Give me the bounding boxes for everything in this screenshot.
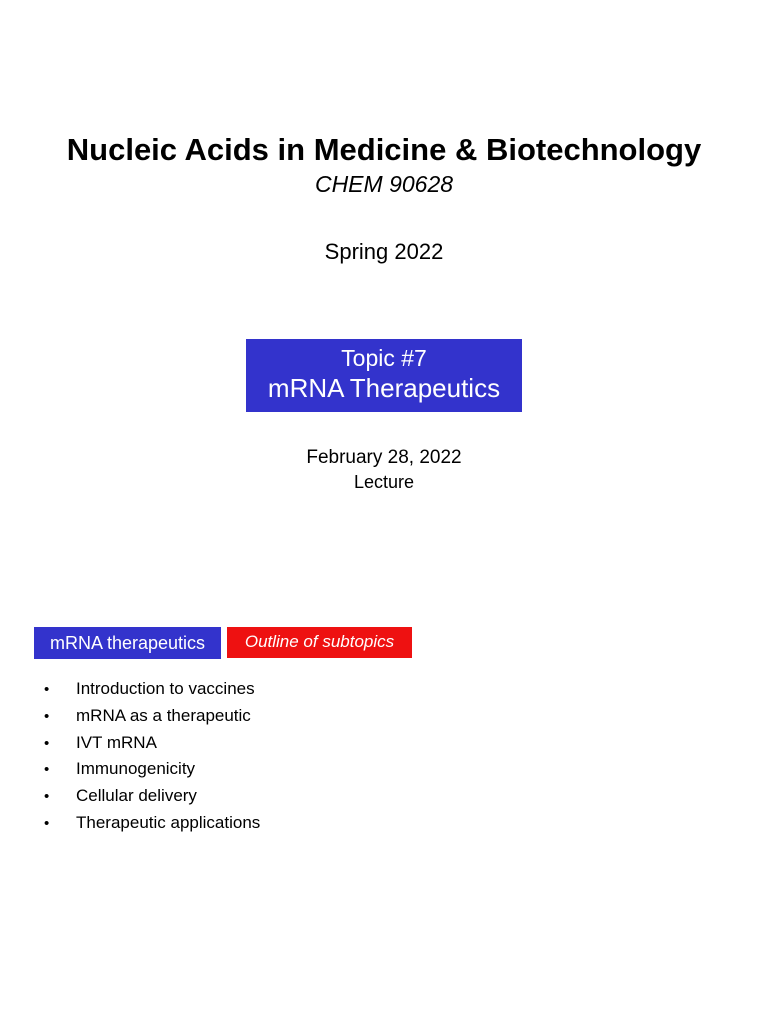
topic-title: mRNA Therapeutics (267, 373, 501, 403)
subtopic-text: Introduction to vaccines (76, 679, 255, 698)
section-label: mRNA therapeutics (34, 627, 221, 659)
topic-box (246, 339, 522, 412)
bullet-icon: • (44, 761, 50, 779)
bullet-icon: • (44, 734, 50, 752)
subtopic-text: Therapeutic applications (76, 812, 261, 832)
subtopic-item (44, 756, 260, 783)
subtopic-item (44, 783, 260, 810)
subtopic-text: Cellular delivery (76, 786, 197, 806)
subtopic-item (44, 730, 260, 757)
subtopic-item (44, 703, 260, 730)
bullet-icon: • (44, 707, 50, 725)
session-type: Lecture (353, 472, 415, 492)
outline-label: Outline of subtopics (227, 627, 412, 658)
subtopic-item (44, 676, 260, 703)
subtopic-text: Immunogenicity (76, 759, 196, 779)
lecture-title: Nucleic Acids in Medicine & Biotechnology (66, 132, 702, 167)
subtopic-list (44, 676, 260, 837)
topic-number: Topic #7 (341, 345, 427, 371)
bullet-icon: • (44, 788, 50, 806)
bullet-icon: • (44, 814, 50, 832)
term: Spring 2022 (324, 239, 444, 264)
bullet-icon: • (44, 681, 50, 698)
subtopic-text: mRNA as a therapeutic (76, 705, 251, 725)
lecture-date: February 28, 2022 (306, 447, 462, 468)
course-code: CHEM 90628 (314, 171, 454, 197)
subtopic-text: IVT mRNA (76, 732, 157, 752)
subtopic-item (44, 810, 260, 837)
